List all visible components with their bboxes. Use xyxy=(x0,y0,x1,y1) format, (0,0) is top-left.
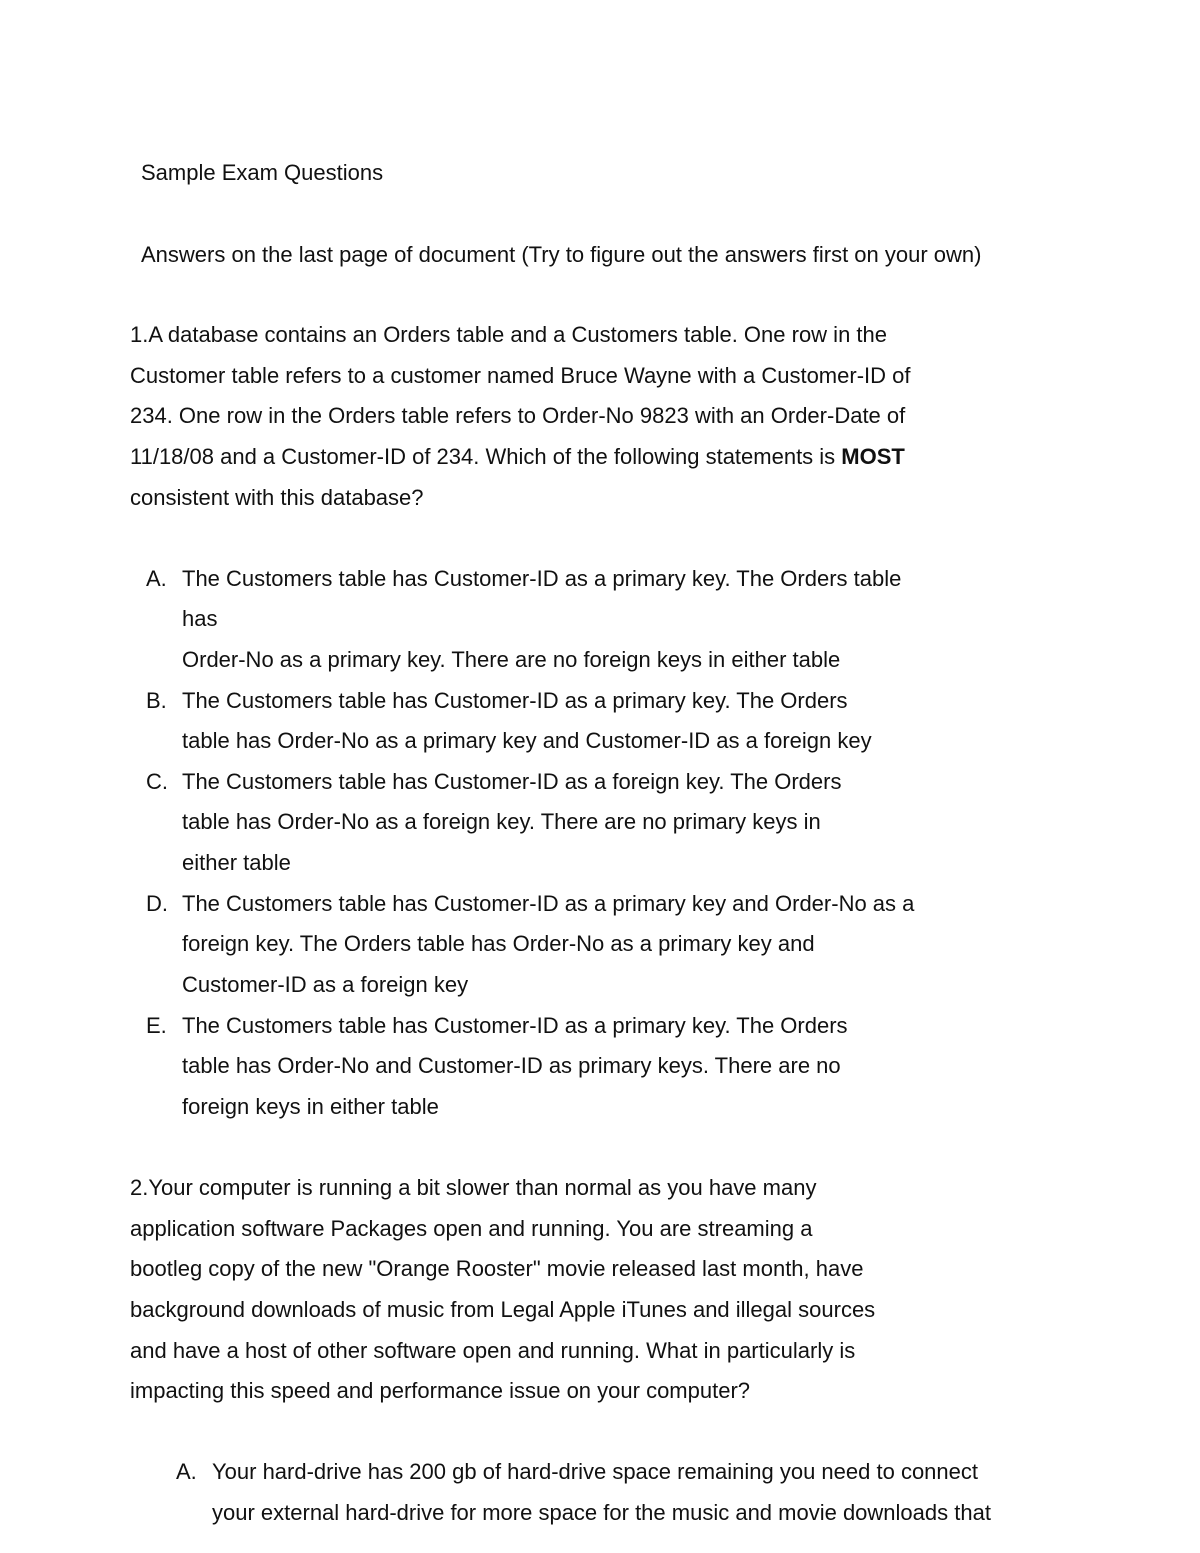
question-text-line: bootleg copy of the new "Orange Rooster" movie released last month, have xyxy=(130,1256,864,1281)
answers-note: Answers on the last page of document (Try to figure out the answers first on your own) xyxy=(141,242,982,267)
option-text-line: table has Order-No and Customer-ID as primary keys. There are no xyxy=(182,1053,841,1078)
option-text-line: either table xyxy=(182,850,291,875)
option-letter: E. xyxy=(146,1013,167,1038)
option-letter: D. xyxy=(146,891,168,916)
option-text-line: The Customers table has Customer-ID as a primary key. The Orders xyxy=(182,1013,848,1038)
question-text-line: background downloads of music from Legal Apple iTunes and illegal sources xyxy=(130,1297,876,1322)
question-text-line: 1.A database contains an Orders table and a Customers table. One row in the xyxy=(130,322,888,347)
question-text-line: 234. One row in the Orders table refers to Order-No 9823 with an Order-Date of xyxy=(130,403,906,428)
option-letter: A. xyxy=(146,566,167,591)
option-text-line: The Customers table has Customer-ID as a primary key and Order-No as a xyxy=(182,891,915,916)
question-text-line: 2.Your computer is running a bit slower than normal as you have many xyxy=(130,1175,817,1200)
question-text-line: Customer table refers to a customer named Bruce Wayne with a Customer-ID of xyxy=(130,363,911,388)
emphasis-most: MOST xyxy=(841,444,905,469)
question-text-prefix: 11/18/08 and a Customer-ID of 234. Which of the following statements is xyxy=(130,444,842,469)
option-text-line: foreign key. The Orders table has Order-No as a primary key and xyxy=(182,931,815,956)
option-text-line: Order-No as a primary key. There are no foreign keys in either table xyxy=(182,647,841,672)
question-text-line xyxy=(130,444,905,470)
option-text-line: Your hard-drive has 200 gb of hard-drive space remaining you need to connect xyxy=(212,1459,979,1484)
question-text-line: application software Packages open and running. You are streaming a xyxy=(130,1216,813,1241)
question-text-line: and have a host of other software open and running. What in particularly is xyxy=(130,1338,856,1363)
option-text-line: table has Order-No as a foreign key. There are no primary keys in xyxy=(182,809,821,834)
question-text-line: consistent with this database? xyxy=(130,485,424,510)
question-text-line: impacting this speed and performance issue on your computer? xyxy=(130,1378,751,1403)
option-text-line: has xyxy=(182,606,218,631)
option-text-line: The Customers table has Customer-ID as a foreign key. The Orders xyxy=(182,769,842,794)
option-text-line: foreign keys in either table xyxy=(182,1094,439,1119)
option-text-line: The Customers table has Customer-ID as a primary key. The Orders xyxy=(182,688,848,713)
option-text-line: table has Order-No as a primary key and Customer-ID as a foreign key xyxy=(182,728,872,753)
option-letter: A. xyxy=(176,1459,197,1484)
option-text-line: The Customers table has Customer-ID as a primary key. The Orders table xyxy=(182,566,902,591)
option-text-line: Customer-ID as a foreign key xyxy=(182,972,469,997)
option-letter: C. xyxy=(146,769,168,794)
option-text-line: your external hard-drive for more space for the music and movie downloads that xyxy=(212,1500,991,1525)
document-title: Sample Exam Questions xyxy=(141,160,384,185)
option-letter: B. xyxy=(146,688,167,713)
